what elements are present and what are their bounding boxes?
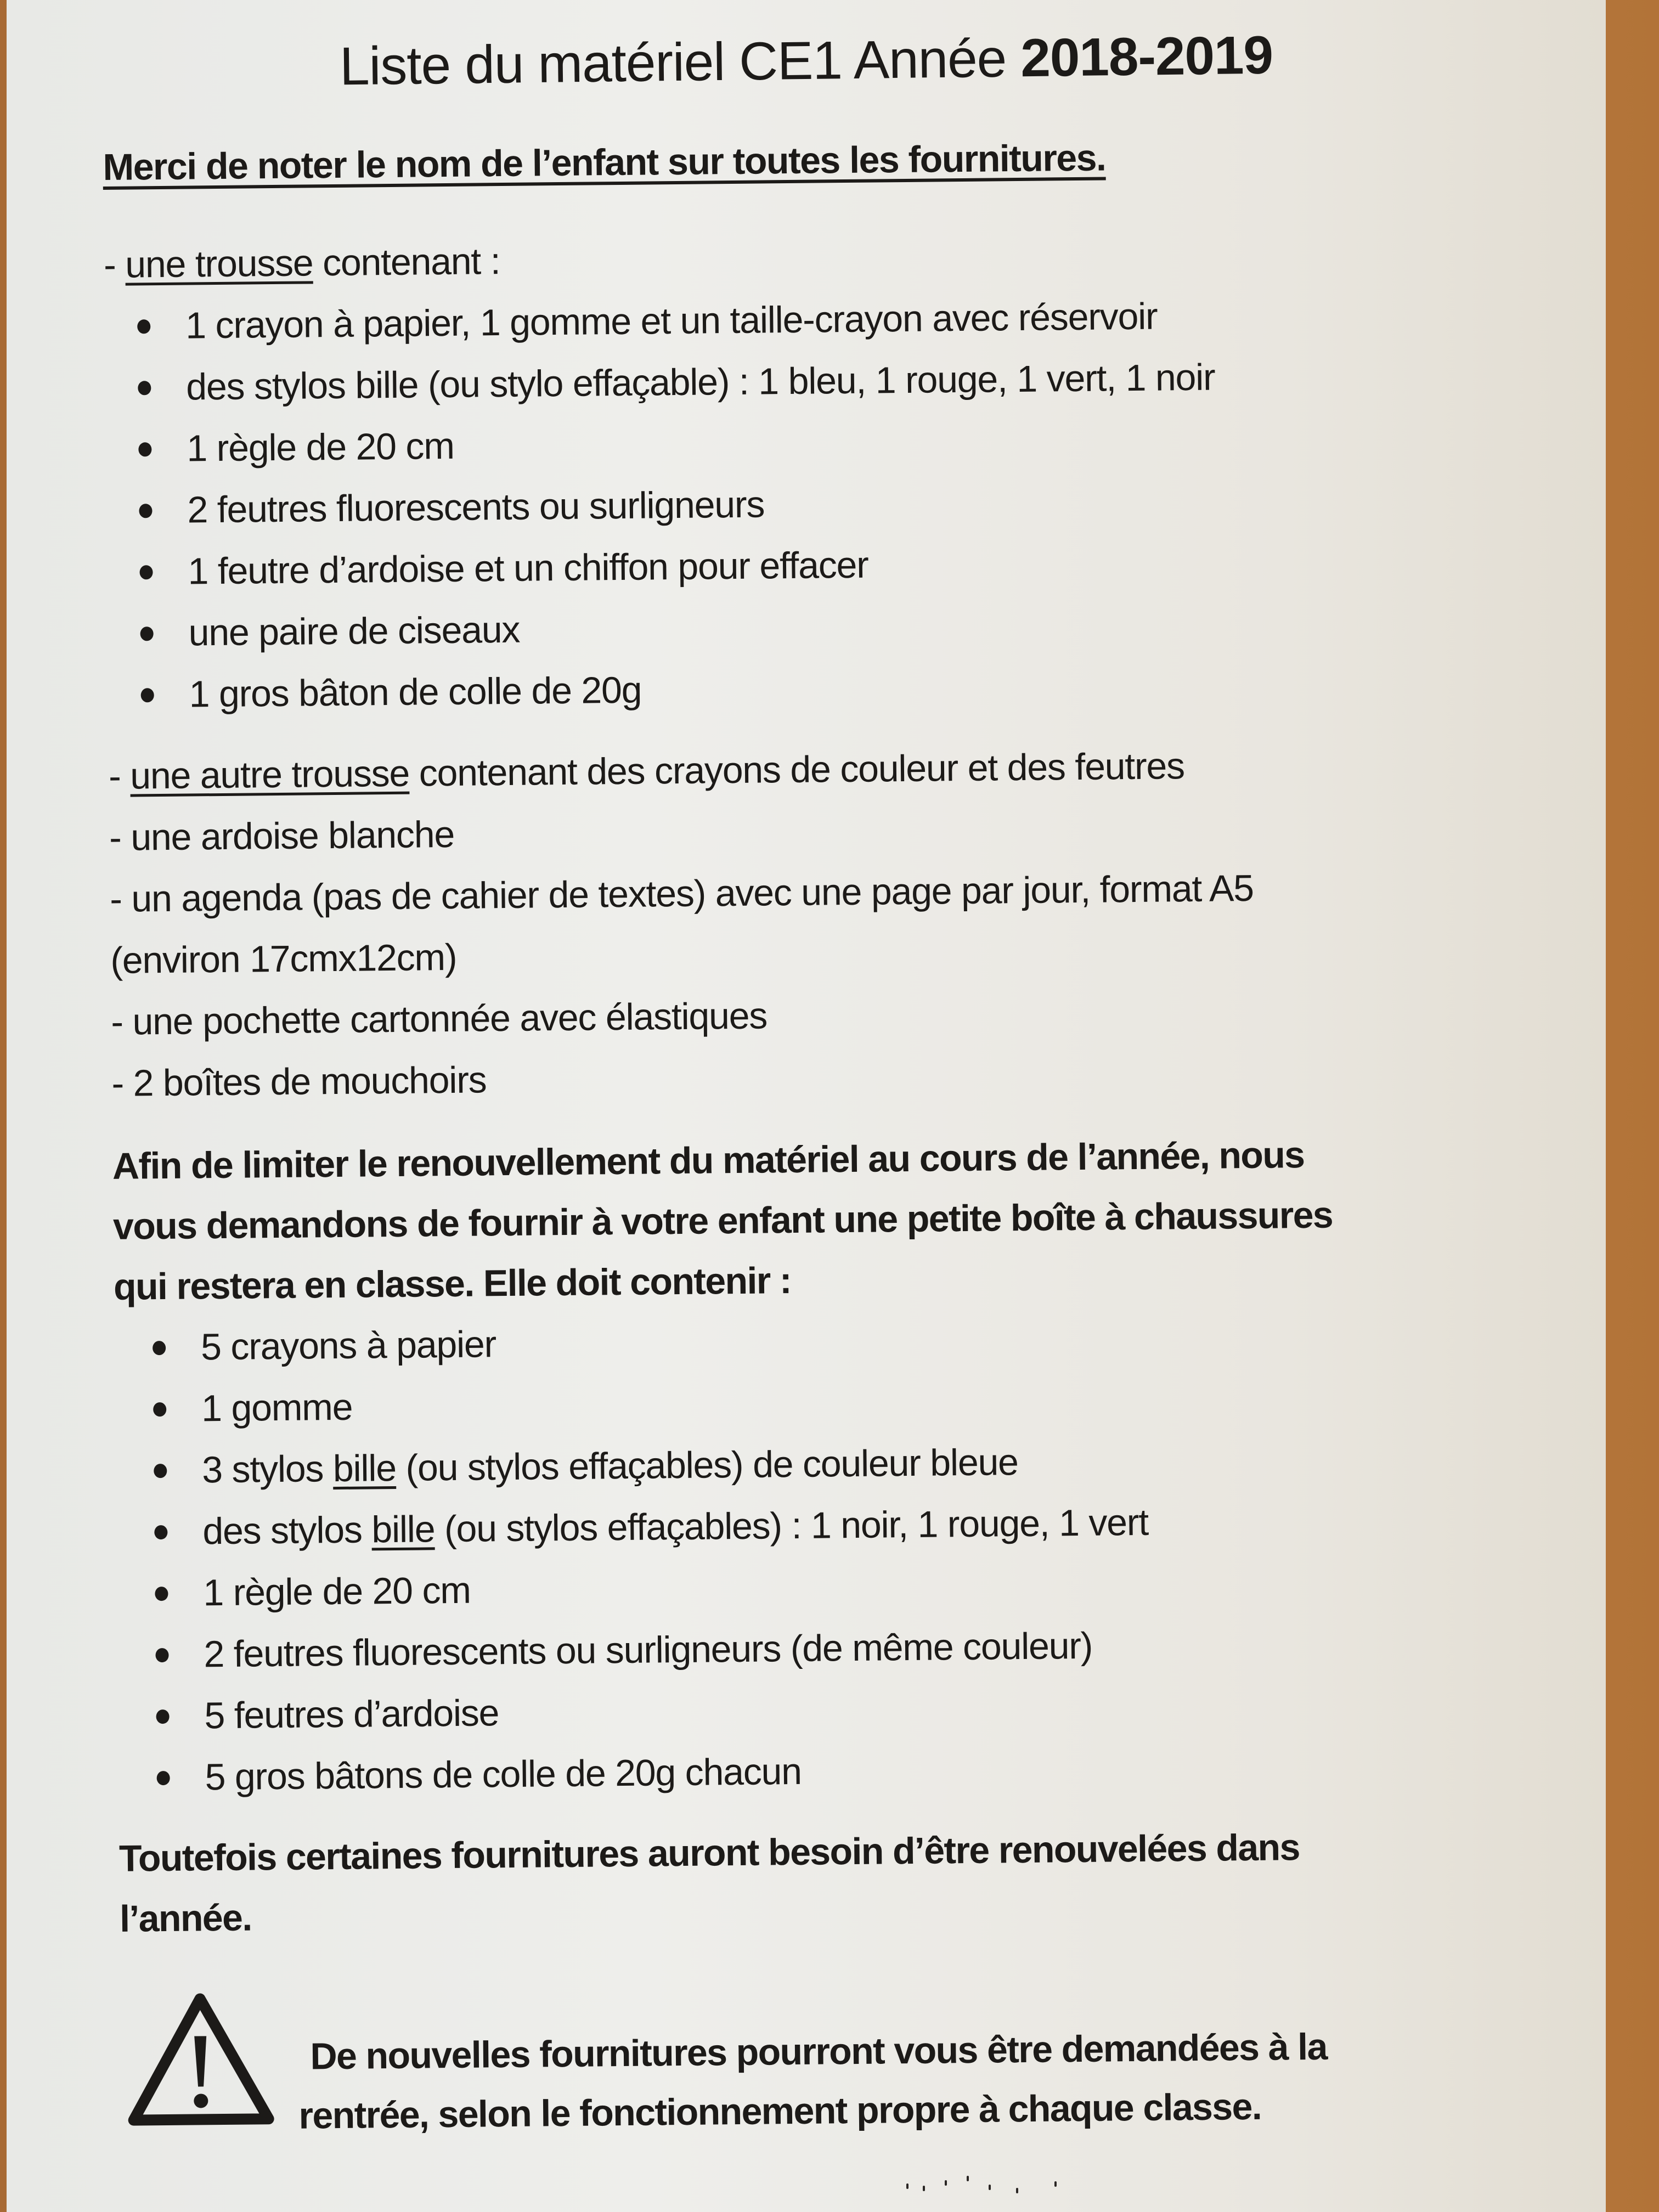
bullet-icon — [138, 381, 151, 395]
bullet-icon — [138, 442, 151, 456]
list-item-text: 1 crayon à papier, 1 gomme et un taille-crayon avec réservoir — [185, 295, 1158, 347]
list-item-text: 1 gros bâton de colle de 20g — [189, 669, 642, 715]
list-item-after: (ou stylos effaçables) : 1 noir, 1 rouge, 1 vert — [434, 1501, 1149, 1550]
bullet-icon — [155, 1648, 168, 1662]
shoebox-items — [114, 1302, 1606, 1808]
pencil-case-items — [104, 281, 1606, 725]
title-year: 2018-2019 — [1020, 24, 1273, 88]
list-item-text: une paire de ciseaux — [188, 608, 520, 654]
bullet-icon — [153, 1402, 166, 1417]
warning-block — [120, 1973, 1606, 2141]
name-notice: Merci de noter le nom de l’enfant sur toutes les fournitures. — [103, 137, 1106, 188]
list-item-text: 2 feutres fluorescents ou surligneurs (de même couleur) — [204, 1624, 1093, 1675]
bullet-icon — [137, 319, 150, 334]
supply-list-sheet — [7, 0, 1606, 2212]
bullet-icon — [154, 1464, 167, 1478]
title-text: Liste du matériel CE1 Année — [339, 27, 1021, 97]
list-item-before: 3 stylos — [201, 1448, 334, 1491]
list-item-text: 1 règle de 20 cm — [203, 1569, 471, 1614]
list-item-text: 5 crayons à papier — [200, 1323, 496, 1368]
list-item-text: 1 feutre d’ardoise et un chiffon pour effacer — [188, 544, 869, 592]
page-title — [7, 12, 1606, 109]
list-item-text: 1 gomme — [201, 1386, 353, 1430]
second-pencil-case-rest: contenant des crayons de couleur et des feutres — [409, 745, 1185, 794]
list-item-text: 1 règle de 20 cm — [187, 425, 455, 470]
pencil-case-rest: contenant : — [313, 240, 500, 284]
paragraph-line: Afin de limiter le renouvellement du matériel au cours de l’année, nous — [112, 1134, 1305, 1187]
dash: - — [103, 244, 126, 286]
bullet-icon — [139, 504, 152, 518]
list-item-underlined: bille — [332, 1447, 397, 1490]
dash: - — [108, 755, 131, 797]
warning-triangle-icon — [126, 1991, 275, 2130]
other-item: - une pochette cartonnée avec élastiques — [111, 995, 768, 1043]
other-item: - un agenda (pas de cahier de textes) avec une page par jour, format A5 — [109, 867, 1254, 920]
paragraph-line: qui restera en classe. Elle doit contenir : — [113, 1260, 792, 1308]
list-item-before: des stylos — [202, 1509, 372, 1553]
paragraph-line: l’année. — [119, 1897, 252, 1940]
bullet-icon — [154, 1525, 167, 1539]
warning-line: rentrée, selon le fonctionnement propre à chaque classe. — [298, 2085, 1262, 2137]
second-pencil-case-label: une autre trousse — [129, 752, 410, 797]
list-item-underlined: bille — [371, 1508, 435, 1551]
list-item-after: (ou stylos effaçables) de couleur bleue — [396, 1441, 1019, 1489]
bullet-icon — [140, 627, 154, 641]
renewal-note — [119, 1814, 1606, 1949]
list-item-text: 5 gros bâtons de colle de 20g chacun — [205, 1750, 802, 1798]
bullet-icon — [141, 688, 154, 702]
bullet-icon — [139, 565, 153, 579]
shoebox-paragraph — [112, 1121, 1606, 1317]
warning-line: De nouvelles fournitures pourront vous être demandées à la — [310, 2025, 1328, 2078]
ink-specks — [906, 2172, 1071, 2194]
other-item: - 2 boîtes de mouchoirs — [111, 1059, 487, 1104]
pencil-case-label: une trousse — [125, 242, 313, 286]
bullet-icon — [156, 1709, 169, 1724]
other-item: - une ardoise blanche — [109, 813, 455, 859]
bullet-icon — [155, 1587, 168, 1601]
list-item-text: des stylos bille (ou stylo effaçable) : 1 bleu, 1 rouge, 1 vert, 1 noir — [185, 356, 1215, 408]
bullet-icon — [153, 1341, 166, 1355]
paragraph-line: vous demandons de fournir à votre enfant une petite boîte à chaussures — [112, 1194, 1333, 1248]
warning-text — [298, 2017, 1328, 2146]
other-item: (environ 17cmx12cm) — [110, 936, 457, 981]
list-item-text: 2 feutres fluorescents ou surligneurs — [187, 483, 765, 531]
document-body — [103, 126, 1606, 2141]
paragraph-line: Toutefois certaines fournitures auront besoin d’être renouvelées dans — [119, 1826, 1300, 1880]
list-item-text: 5 feutres d’ardoise — [204, 1692, 499, 1737]
bullet-icon — [157, 1771, 170, 1785]
